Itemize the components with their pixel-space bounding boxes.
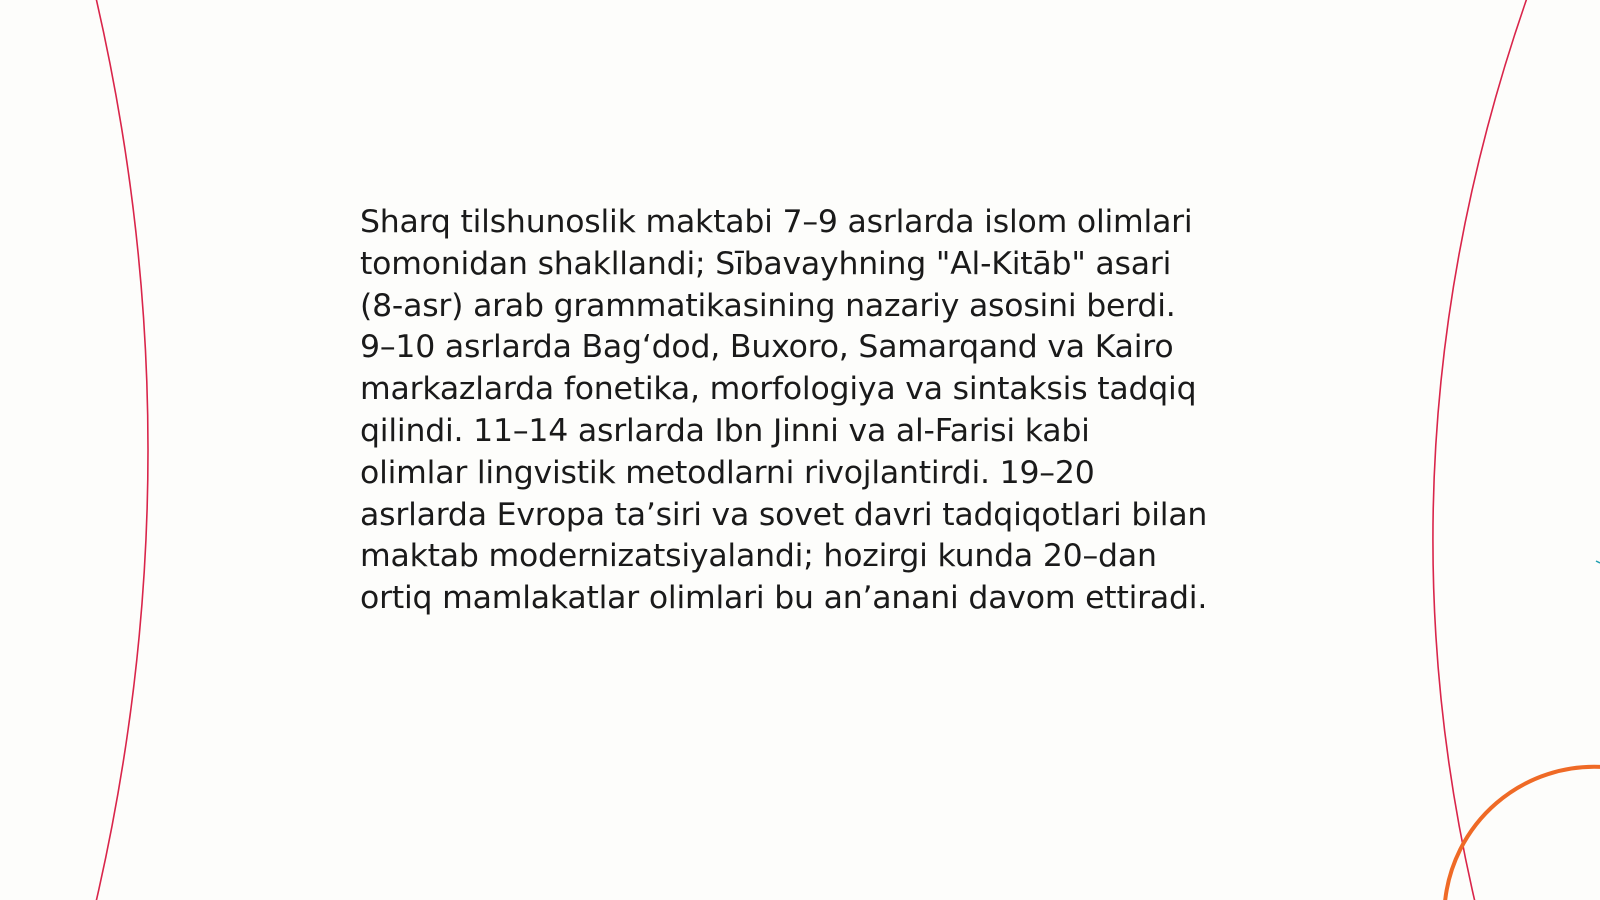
body-paragraph: Sharq tilshunoslik maktabi 7–9 asrlarda islom olimlari tomonidan shakllandi; Sībavayhning "Al-Kitāb" asari (8-asr) arab grammatikasining nazariy asosini berdi. 9–10 asrlarda Bag‘dod, Buxoro, Samarqand va Kairo markazlarda fonetika, morfologiya va sintaksis tadqiq qilindi. 11–14 asrlarda Ibn Jinni va al-Farisi kabi olimlar lingvistik metodlarni rivojlantirdi. 19–20 asrlarda Evropa ta’siri va sovet davri tadqiqotlari bilan maktab modernizatsiyalandi; hozirgi kunda 20–dan ortiq mamlakatlar olimlari bu an’anani davom ettiradi. xyxy=(360,204,1208,617)
teal-mark xyxy=(1596,561,1600,563)
left-arc xyxy=(96,0,148,900)
right-arc xyxy=(1433,0,1527,900)
orange-circle-arc xyxy=(1445,767,1600,900)
